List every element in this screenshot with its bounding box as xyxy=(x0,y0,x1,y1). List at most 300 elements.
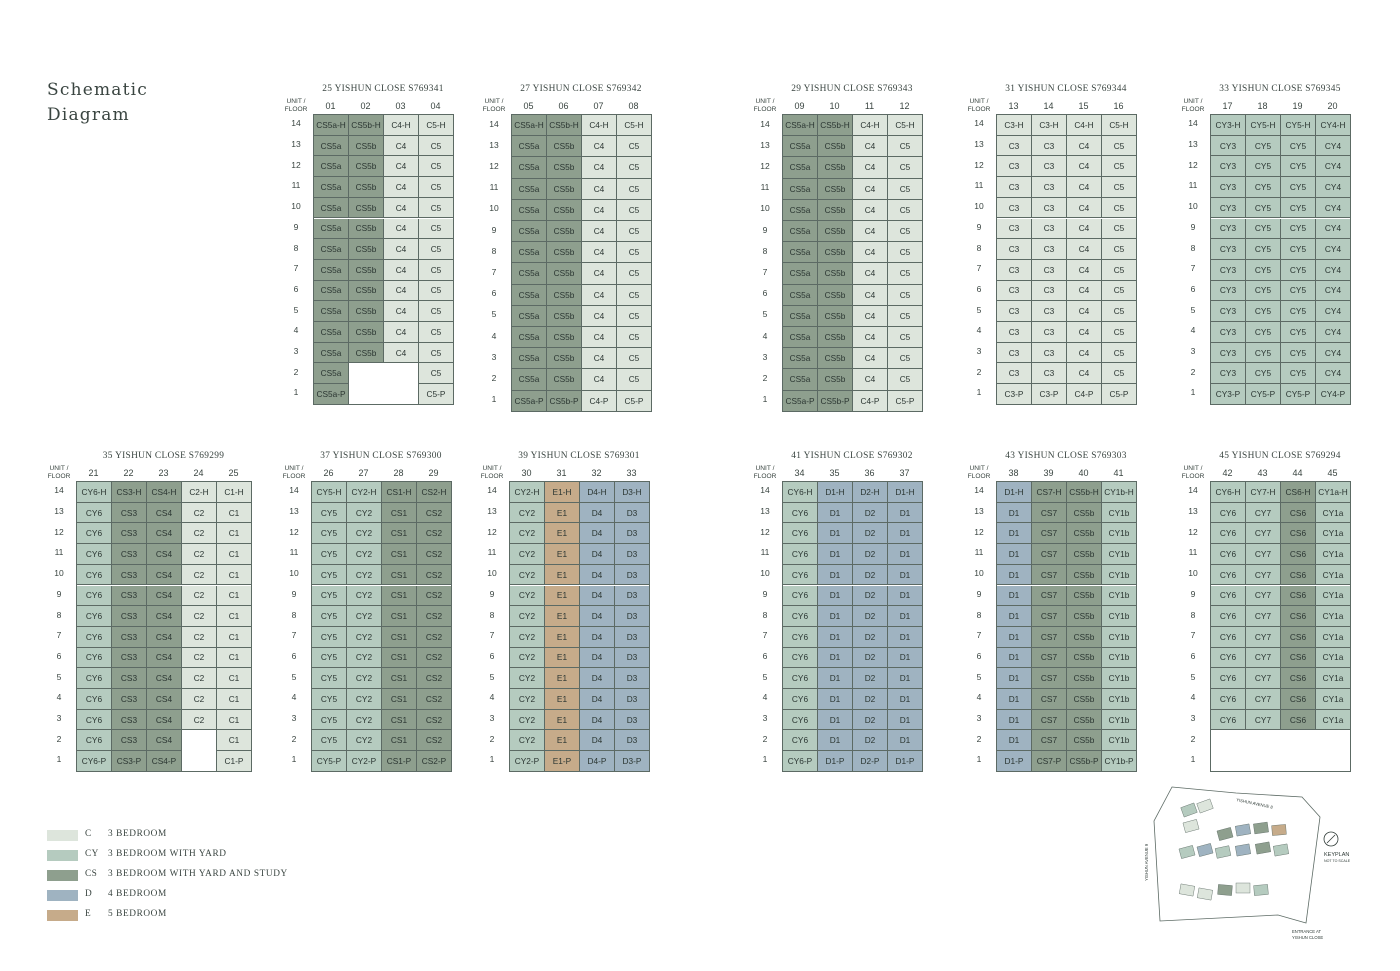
unit-cell: CS5b-H xyxy=(349,115,384,136)
unit-cell: C4-H xyxy=(384,115,419,136)
unit-cell: C4 xyxy=(853,242,888,263)
unit-cell: CS5b xyxy=(818,242,853,263)
unit-cell: C4 xyxy=(1067,343,1102,364)
floor-label: 14 xyxy=(974,485,984,496)
unit-cell: CS3 xyxy=(112,523,147,544)
unit-cell: CS4-H xyxy=(147,482,182,503)
unit-cell: CS5b xyxy=(818,369,853,390)
floor-label: 8 xyxy=(293,242,299,253)
unit-cell: D4 xyxy=(580,710,615,731)
unit-cell: CS6 xyxy=(1281,648,1316,669)
unit-cell: CS5a xyxy=(512,221,547,242)
unit-cell: CY1a xyxy=(1316,565,1351,586)
unit-cell: CY1a xyxy=(1316,544,1351,565)
floor-label: 6 xyxy=(489,650,495,661)
unit-cell: CS5a xyxy=(314,219,349,240)
unit-cell: CY5 xyxy=(312,710,347,731)
unit-cell: C5 xyxy=(419,281,454,302)
unit-cell: C4 xyxy=(1067,239,1102,260)
unit-grid xyxy=(509,481,650,772)
unit-cell: CS5b xyxy=(547,348,582,369)
unit-cell: C3 xyxy=(1032,343,1067,364)
floor-label: 4 xyxy=(762,330,768,341)
legend-label: 3 BEDROOM WITH YARD xyxy=(108,849,227,859)
floor-label: 7 xyxy=(1190,630,1196,641)
unit-cell: CS1-H xyxy=(382,482,417,503)
unit-cell: CS2 xyxy=(417,544,452,565)
unit-cell: CS5b xyxy=(1067,565,1102,586)
unit-cell: CS5b xyxy=(547,157,582,178)
empty-cell xyxy=(182,730,217,771)
unit-number: 27 xyxy=(358,468,369,478)
unit-cell: CS5b-H xyxy=(818,115,853,136)
unit-cell: C4 xyxy=(1067,301,1102,322)
unit-cell: C4 xyxy=(853,157,888,178)
unit-cell: CS5a xyxy=(314,363,349,384)
unit-number: 01 xyxy=(325,101,336,111)
legend-code: C xyxy=(85,829,92,839)
unit-cell: CY6 xyxy=(783,689,818,710)
unit-cell: CS2-P xyxy=(417,751,452,772)
unit-cell: CS7 xyxy=(1032,668,1067,689)
unit-cell: D1 xyxy=(818,627,853,648)
floor-label: 5 xyxy=(489,671,495,682)
unit-number: 06 xyxy=(558,101,569,111)
unit-cell: CY5 xyxy=(312,689,347,710)
unit-cell: C5 xyxy=(419,136,454,157)
unit-cell: CS2 xyxy=(417,503,452,524)
unit-cell: CY4 xyxy=(1316,281,1351,302)
unit-cell: C5 xyxy=(888,348,923,369)
floor-label: 13 xyxy=(289,506,299,517)
unit-cell: C4-H xyxy=(1067,115,1102,136)
floor-label: 11 xyxy=(291,180,301,191)
unit-cell: CY5 xyxy=(312,730,347,751)
unit-cell: CS5b xyxy=(547,306,582,327)
unit-cell: C3 xyxy=(997,322,1032,343)
legend-swatch xyxy=(47,850,78,861)
floor-label: 3 xyxy=(56,713,62,724)
block-5 xyxy=(46,451,253,775)
floor-label: 1 xyxy=(293,387,299,398)
unit-cell: C5 xyxy=(419,301,454,322)
unit-cell: C5 xyxy=(617,136,652,157)
unit-cell: D1 xyxy=(818,544,853,565)
unit-cell: CS1 xyxy=(382,710,417,731)
unit-number: 26 xyxy=(323,468,334,478)
floor-label: 9 xyxy=(762,588,768,599)
unit-cell: CS4 xyxy=(147,565,182,586)
unit-cell: CS1 xyxy=(382,648,417,669)
unit-cell: C5 xyxy=(888,263,923,284)
unit-cell: D2 xyxy=(853,689,888,710)
unit-cell: CY1b xyxy=(1102,730,1137,751)
unit-cell: CY5-H xyxy=(1281,115,1316,136)
unit-cell: C5 xyxy=(617,306,652,327)
unit-cell: CY6 xyxy=(783,730,818,751)
unit-cell: C5 xyxy=(888,136,923,157)
unit-cell: CY2 xyxy=(510,730,545,751)
unit-cell: D4 xyxy=(580,503,615,524)
floor-label: 10 xyxy=(1188,568,1198,579)
unit-cell: CY2 xyxy=(347,627,382,648)
unit-cell: C4 xyxy=(582,179,617,200)
unit-cell: C5 xyxy=(419,260,454,281)
unit-cell: CY5 xyxy=(1246,322,1281,343)
unit-cell: CY6 xyxy=(783,586,818,607)
unit-number: 05 xyxy=(523,101,534,111)
unit-cell: D1 xyxy=(818,523,853,544)
unit-cell: C4 xyxy=(582,200,617,221)
legend-item xyxy=(47,849,347,861)
unit-cell: CS5a xyxy=(512,327,547,348)
unit-cell: C4 xyxy=(384,219,419,240)
unit-floor-label-line2: FLOOR xyxy=(753,472,777,480)
unit-cell: CY7-H xyxy=(1246,482,1281,503)
unit-cell: CS5b xyxy=(1067,523,1102,544)
floor-label: 11 xyxy=(974,547,984,558)
unit-cell: CY6 xyxy=(1211,544,1246,565)
unit-cell: C5 xyxy=(419,363,454,384)
floor-label: 12 xyxy=(54,526,64,537)
floor-label: 9 xyxy=(1190,588,1196,599)
legend-label: 4 BEDROOM xyxy=(108,889,167,899)
floor-label: 5 xyxy=(762,309,768,320)
unit-cell: CS7 xyxy=(1032,689,1067,710)
floor-label: 8 xyxy=(976,242,982,253)
unit-cell: C2 xyxy=(182,523,217,544)
unit-cell: C5-P xyxy=(888,391,923,412)
unit-cell: CY3 xyxy=(1211,260,1246,281)
unit-cell: D2 xyxy=(853,606,888,627)
floor-label: 2 xyxy=(491,373,497,383)
unit-cell: CY1a xyxy=(1316,606,1351,627)
unit-number: 25 xyxy=(228,468,239,478)
unit-number: 44 xyxy=(1292,468,1303,478)
unit-cell: CY5 xyxy=(312,606,347,627)
unit-floor-label xyxy=(1180,98,1206,113)
unit-cell: D1 xyxy=(888,544,923,565)
unit-cell: CS5b xyxy=(1067,503,1102,524)
unit-cell: CY5 xyxy=(312,668,347,689)
floor-label: 3 xyxy=(976,713,982,724)
unit-cell: CS1 xyxy=(382,689,417,710)
unit-cell: CS5b-H xyxy=(1067,482,1102,503)
unit-cell: CS6 xyxy=(1281,668,1316,689)
unit-cell: C2 xyxy=(182,689,217,710)
unit-cell: CS4 xyxy=(147,710,182,731)
unit-cell: CY1a xyxy=(1316,710,1351,731)
unit-floor-label-line1: UNIT / xyxy=(969,98,989,105)
unit-cell: C3 xyxy=(997,301,1032,322)
floor-label: 12 xyxy=(487,526,497,537)
legend-swatch xyxy=(47,830,78,841)
unit-cell: CY1a xyxy=(1316,586,1351,607)
empty-cell xyxy=(1211,730,1351,771)
unit-cell: CS5a xyxy=(314,177,349,198)
unit-cell: C5 xyxy=(1102,343,1137,364)
unit-cell: D1 xyxy=(997,606,1032,627)
unit-cell: CS5b xyxy=(349,219,384,240)
unit-cell: C5 xyxy=(1102,156,1137,177)
unit-cell: CS5b xyxy=(349,281,384,302)
unit-cell: CY2-H xyxy=(510,482,545,503)
block-2 xyxy=(752,84,924,415)
unit-cell: C1-P xyxy=(217,751,252,772)
unit-cell: CY2 xyxy=(347,710,382,731)
unit-number: 29 xyxy=(428,468,439,478)
unit-cell: C5 xyxy=(617,179,652,200)
unit-cell: D1 xyxy=(818,565,853,586)
unit-cell: C5-H xyxy=(1102,115,1137,136)
unit-grid xyxy=(311,481,452,772)
floor-label: 9 xyxy=(291,588,297,599)
unit-number: 23 xyxy=(158,468,169,478)
floor-label: 4 xyxy=(293,325,299,336)
floor-label: 6 xyxy=(976,283,982,294)
floor-label: 8 xyxy=(491,245,497,256)
block-1 xyxy=(481,84,653,415)
floor-label: 10 xyxy=(760,568,770,579)
unit-cell: CY1a xyxy=(1316,648,1351,669)
unit-number: 43 xyxy=(1257,468,1268,478)
unit-cell: D1 xyxy=(888,606,923,627)
unit-cell: CS5a xyxy=(314,281,349,302)
unit-cell: CS1 xyxy=(382,523,417,544)
floor-label: 9 xyxy=(976,221,982,232)
floor-label: 5 xyxy=(1190,671,1196,682)
unit-cell: C1 xyxy=(217,523,252,544)
unit-cell: CS6-H xyxy=(1281,482,1316,503)
unit-cell: CS4 xyxy=(147,586,182,607)
unit-floor-label-line1: UNIT / xyxy=(755,465,775,472)
unit-cell: C4 xyxy=(384,322,419,343)
unit-cell: CS4 xyxy=(147,627,182,648)
unit-cell: C4 xyxy=(1067,156,1102,177)
unit-cell: C5 xyxy=(617,157,652,178)
unit-number: 36 xyxy=(864,468,875,478)
unit-cell: CY1b xyxy=(1102,627,1137,648)
unit-cell: CY6-P xyxy=(77,751,112,772)
unit-cell: CY4 xyxy=(1316,198,1351,219)
floor-label: 4 xyxy=(491,330,497,341)
unit-cell: CY6 xyxy=(1211,565,1246,586)
unit-cell: CY2 xyxy=(347,565,382,586)
unit-number: 38 xyxy=(1008,468,1019,478)
unit-cell: C2 xyxy=(182,544,217,565)
unit-cell: C4 xyxy=(582,327,617,348)
unit-cell: CY2 xyxy=(510,668,545,689)
unit-cell: C4 xyxy=(582,306,617,327)
empty-cell xyxy=(349,363,419,404)
unit-cell: C4 xyxy=(853,285,888,306)
unit-cell: CY6 xyxy=(77,730,112,751)
floor-label: 1 xyxy=(1190,754,1196,765)
unit-floor-label-line2: FLOOR xyxy=(1181,105,1205,113)
floor-label: 9 xyxy=(293,221,299,232)
unit-number: 17 xyxy=(1222,101,1233,111)
unit-cell: CS3 xyxy=(112,668,147,689)
floor-label: 10 xyxy=(291,201,301,212)
block-8 xyxy=(752,451,924,775)
unit-cell: CY5 xyxy=(1246,260,1281,281)
unit-cell: CY5 xyxy=(312,544,347,565)
unit-cell: CY7 xyxy=(1246,606,1281,627)
unit-cell: CY2 xyxy=(510,689,545,710)
floor-label: 7 xyxy=(491,267,497,277)
unit-cell: C5 xyxy=(419,322,454,343)
unit-number: 31 xyxy=(556,468,567,478)
unit-cell: CS5a-H xyxy=(314,115,349,136)
unit-cell: D1-H xyxy=(818,482,853,503)
unit-cell: D2 xyxy=(853,668,888,689)
unit-cell: C3 xyxy=(997,136,1032,157)
unit-grid xyxy=(996,481,1137,772)
unit-cell: D4 xyxy=(580,730,615,751)
unit-cell: D3 xyxy=(615,710,650,731)
unit-cell: C3 xyxy=(997,363,1032,384)
floor-label: 2 xyxy=(1190,733,1196,744)
unit-cell: D1 xyxy=(888,730,923,751)
unit-cell: D3-H xyxy=(615,482,650,503)
unit-cell: CY2 xyxy=(347,668,382,689)
unit-cell: CS7 xyxy=(1032,606,1067,627)
unit-cell: CS5b-P xyxy=(818,391,853,412)
block-title: 33 YISHUN CLOSE S769345 xyxy=(1219,84,1341,94)
unit-cell: C4-H xyxy=(582,115,617,136)
floor-label: 3 xyxy=(1190,346,1196,357)
unit-cell: C5-P xyxy=(617,391,652,412)
unit-cell: D1 xyxy=(818,606,853,627)
unit-cell: D1 xyxy=(818,586,853,607)
unit-cell: CS4 xyxy=(147,544,182,565)
unit-cell: CS5b xyxy=(349,343,384,364)
unit-cell: CS5b xyxy=(818,221,853,242)
unit-cell: C3 xyxy=(1032,322,1067,343)
unit-cell: CY2-H xyxy=(347,482,382,503)
unit-cell: C4 xyxy=(853,327,888,348)
unit-number: 42 xyxy=(1222,468,1233,478)
unit-cell: D3 xyxy=(615,606,650,627)
unit-floor-label-line1: UNIT / xyxy=(482,465,502,472)
unit-cell: C4 xyxy=(384,343,419,364)
unit-cell: C5 xyxy=(888,200,923,221)
unit-cell: C2 xyxy=(182,565,217,586)
unit-cell: CS5b xyxy=(547,242,582,263)
unit-cell: CS5a xyxy=(512,136,547,157)
unit-cell: C4 xyxy=(582,221,617,242)
unit-cell: CS5b xyxy=(1067,710,1102,731)
unit-cell: C4 xyxy=(853,306,888,327)
block-title: 45 YISHUN CLOSE S769294 xyxy=(1219,451,1341,461)
unit-floor-label xyxy=(752,465,778,480)
unit-cell: CS5a-P xyxy=(783,391,818,412)
unit-cell: D1 xyxy=(997,689,1032,710)
legend-label: 3 BEDROOM xyxy=(108,829,167,839)
unit-cell: CS5b xyxy=(547,136,582,157)
unit-cell: D2 xyxy=(853,710,888,731)
unit-number: 15 xyxy=(1078,101,1089,111)
unit-cell: C5 xyxy=(419,198,454,219)
floor-label: 1 xyxy=(1190,387,1196,398)
unit-cell: C5 xyxy=(888,242,923,263)
unit-cell: CS1 xyxy=(382,586,417,607)
unit-cell: D1 xyxy=(888,523,923,544)
unit-cell: CY4-P xyxy=(1316,384,1351,405)
unit-number: 02 xyxy=(360,101,371,111)
unit-cell: D3 xyxy=(615,586,650,607)
unit-cell: CY4 xyxy=(1316,136,1351,157)
unit-cell: CY5 xyxy=(1246,239,1281,260)
unit-cell: C4 xyxy=(582,157,617,178)
floor-label: 6 xyxy=(293,283,299,294)
floor-label: 10 xyxy=(1188,201,1198,212)
unit-cell: D1 xyxy=(997,710,1032,731)
unit-cell: D1 xyxy=(997,668,1032,689)
floor-label: 2 xyxy=(291,733,297,744)
unit-cell: CS5a xyxy=(783,221,818,242)
unit-cell: CS5b xyxy=(349,198,384,219)
floor-label: 7 xyxy=(293,263,299,274)
unit-cell: CS5a xyxy=(314,156,349,177)
floor-label: 13 xyxy=(54,506,64,517)
unit-cell: CY5-H xyxy=(1246,115,1281,136)
unit-cell: C4 xyxy=(384,136,419,157)
unit-cell: CS5a xyxy=(512,306,547,327)
unit-cell: C1 xyxy=(217,565,252,586)
unit-cell: CS3 xyxy=(112,606,147,627)
unit-cell: CY6 xyxy=(77,544,112,565)
unit-cell: D4 xyxy=(580,648,615,669)
unit-floor-label xyxy=(481,98,507,113)
floor-label: 8 xyxy=(1190,609,1196,620)
block-title: 43 YISHUN CLOSE S769303 xyxy=(1005,451,1127,461)
legend-code: D xyxy=(85,889,93,899)
unit-cell: CY5 xyxy=(312,565,347,586)
unit-number: 13 xyxy=(1008,101,1019,111)
unit-cell: CS5b-H xyxy=(547,115,582,136)
floor-label: 14 xyxy=(974,118,984,129)
floor-label: 6 xyxy=(762,288,768,299)
unit-cell: E1 xyxy=(545,627,580,648)
unit-cell: D2-P xyxy=(853,751,888,772)
floor-label: 8 xyxy=(976,609,982,620)
unit-floor-label xyxy=(752,98,778,113)
floor-label: 1 xyxy=(489,754,495,765)
unit-cell: CS5a xyxy=(314,343,349,364)
unit-cell: C4 xyxy=(1067,177,1102,198)
unit-cell: CS5a xyxy=(512,348,547,369)
unit-cell: CY6-P xyxy=(783,751,818,772)
unit-cell: CS5b xyxy=(349,177,384,198)
unit-cell: E1 xyxy=(545,586,580,607)
unit-cell: C3 xyxy=(997,177,1032,198)
unit-cell: CY2 xyxy=(510,503,545,524)
floor-label: 10 xyxy=(974,568,984,579)
unit-cell: C1 xyxy=(217,586,252,607)
unit-cell: CY6 xyxy=(77,710,112,731)
floor-label: 14 xyxy=(489,118,499,129)
unit-cell: CY1b xyxy=(1102,710,1137,731)
unit-cell: CY6 xyxy=(1211,689,1246,710)
unit-cell: D1 xyxy=(818,503,853,524)
unit-cell: CY1b xyxy=(1102,689,1137,710)
unit-cell: CY5 xyxy=(1281,219,1316,240)
unit-cell: CS5b xyxy=(818,348,853,369)
floor-label: 1 xyxy=(56,754,62,765)
unit-number: 19 xyxy=(1292,101,1303,111)
unit-cell: CY4 xyxy=(1316,301,1351,322)
